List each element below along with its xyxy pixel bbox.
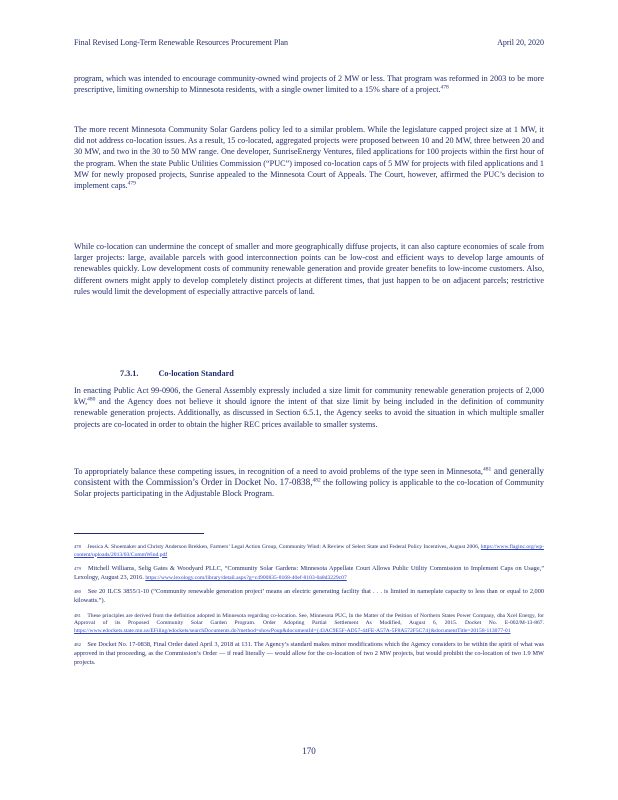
paragraph-5-text-b: the following policy is applicable to the co-location of Community Solar projects participating in the Adjustable Block Program. [74,478,544,499]
footnote [74,543,544,559]
footnote-divider [74,533,204,534]
paragraph-2 [74,124,544,191]
header-title: Final Revised Long-Term Renewable Resources Procurement Plan [74,38,289,47]
paragraph-5 [74,466,544,500]
section-heading [120,369,234,378]
footnote-link[interactable]: https://www.edockets.state.mn.us/EFiling/edockets/searchDocuments.do?method=showPoup&documentId={43AC9E5F-AD57-44FE-A57A-5F8A572F5C74}&documentTitle=20158-113077-01 [74,627,511,634]
paragraph-4-text-a: In enacting Public Act 99-0906, the General Assembly expressly included a size limit for community renewable generation projects of 2,000 kW, [74,386,544,407]
footnote [74,641,544,667]
paragraph-2-text: The more recent Minnesota Community Solar Gardens policy led to a similar problem. While the legislature capped project size at 1 MW, it did not address co-location issues. As a result, 15 co-located, aggregated projects were proposed between 10 and 20 MW, three between 20 and 30 MW, and two in the 30 to 50 MW range. One developer, SunriseEnergy Ventures, filed applications for 100 projects within the first hour of the program. When the state Public Utilities Commission (“PUC”) imposed co-location caps of 5 MW for projects with filed applications and 1 MW for newly proposed projects, Sunrise appealed to the Minnesota Court of Appeals. The Court, however, affirmed the PUC’s decision to implement caps. [74,125,544,191]
paragraph-4-text-b: and the Agency does not believe it should ignore the intent of that size limit by being included in the definition of community renewable generation projects. Additionally, as discussed in Section 6.5.1, the Agency seeks to avoid the situation in which multiple smaller projects are co-located in order to obtain the higher REC prices available to smaller systems. [74,397,544,429]
footnote-text: Jessica A. Shoemaker and Christy Anderson Brekken, Farmers’ Legal Action Group, Community Wind: A Review of Select State and Federal Policy Incentives, August 2006, [87,544,480,550]
paragraph-5-emphasis: and generally consistent with the Commission’s Order in Docket No. 17-0838, [74,466,544,488]
section-title: Co-location Standard [158,369,234,378]
footnote-ref-481[interactable]: 481 [482,466,492,473]
paragraph-1-text: program, which was intended to encourage community-owned wind projects of 2 MW or less. That program was reformed in 2003 to be more prescriptive, limiting ownership to Minnesota residents, with a single owner limited to a 15% share of a project. [74,74,544,95]
footnote-ref-478[interactable]: 478 [440,84,449,91]
footnote-mark: 478 [74,544,81,549]
footnote-ref-480[interactable]: 480 [87,396,96,403]
footnote-mark: 481 [74,612,81,618]
footnote-ref-482[interactable]: 482 [312,477,321,484]
footnotes [74,537,544,667]
paragraph-4 [74,385,544,430]
footnote-mark: 480 [74,589,81,595]
footnote [74,612,544,636]
paragraph-3 [74,241,544,297]
footnote-text: Mitchell Williams, Selig Gates & Woodyard PLLC, “Community Solar Gardens: Minnesota Appellate Court Allows Public Utility Commission to Implement Caps on Usage,” Lexology, August 23, 2016. [74,565,544,581]
footnote-text: See Docket No. 17-0838, Final Order dated April 3, 2018 at 131. The Agency’s standard makes minor modifications which the Agency considers to be within the spirit of what was approved in that proceeding, as the Commission’s Order — if read literally — would allow for the co-location of two 2 MW projects, but would prohibit the co-location of two 1.9 MW projects. [74,641,544,666]
paragraph-3-text: While co-location can undermine the concept of smaller and more geographically diffuse projects, it can also capture economies of scale from larger projects: large, available parcels with good interconnection points can be low-cost and efficient ways to develop large amounts of renewables quickly. Low development costs of community renewable generation and provide greater benefits to low-income customers. Also, different owners might apply to develop completely distinct projects at different times, that just happen to be on adjacent parcels; restrictive rules would limit the development of especially attractive parcels of land. [74,242,544,296]
header-date: April 20, 2020 [497,38,544,47]
footnote-text: These principles are derived from the definition adopted in Minnesota regarding co-location. See, Minnesota PUC, In the Matter of the Petition of Northern States Power Company, dba Xcel Energy, for Approval of its Proposed Community Solar Garden Program. Order Adopting Partial Settlement As Modified, August 6, 2015. Docket No. E-002/M-13-867. [74,612,544,627]
footnote-link[interactable]: https://www.flaginc.org/wp-content/uploads/2013/03/CommWind.pdf [74,544,545,558]
footnote-link[interactable]: https://www.lexology.com/library/detail.aspx?g=c4900835-8168-40ef-8103-0a8d3229c07 [145,574,347,581]
footnote-text: See 20 ILCS 3855/1-10 (“Community renewable generation project’ means an electric generating facility that . . . is limited in nameplate capacity to less than or equal to 2,000 kilowatts.”). [74,588,544,604]
footnote-ref-479[interactable]: 479 [127,180,136,187]
footnote [74,588,544,605]
footnote-mark: 482 [74,642,81,648]
footnote [74,565,544,582]
footnote-mark: 479 [74,566,81,572]
paragraph-5-text-a: To appropriately balance these competing issues, in recognition of a need to avoid problems of the type seen in Minnesota, [74,467,483,476]
paragraph-1 [74,73,544,95]
section-number: 7.3.1. [120,369,139,378]
page-number: 170 [302,746,316,756]
running-header [74,38,544,47]
